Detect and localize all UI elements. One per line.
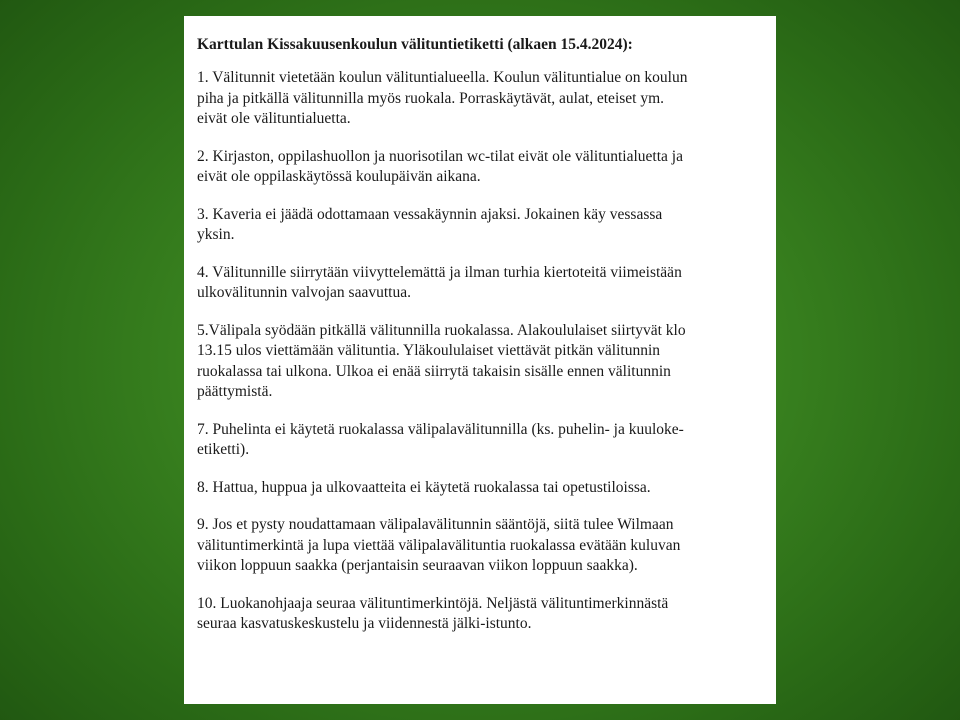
rule-line: 8. Hattua, huppua ja ulkovaatteita ei käytetä ruokalassa tai opetustiloissa.	[197, 478, 651, 496]
rule-item	[197, 205, 762, 246]
rule-line: yksin.	[197, 226, 235, 243]
rule-line: 5.Välipala syödään pitkällä välitunnilla ruokalassa. Alakoululaiset siirtyvät klo	[197, 321, 686, 339]
rule-line: 2. Kirjaston, oppilashuollon ja nuorisotilan wc-tilat eivät ole välituntialuetta ja	[197, 147, 683, 165]
rule-item	[197, 594, 762, 635]
rule-line: ruokalassa tai ulkona. Ulkoa ei enää siirrytä takaisin sisälle ennen välitunnin	[197, 362, 671, 380]
rule-line: päättymistä.	[197, 383, 273, 400]
rule-line: 4. Välitunnille siirrytään viivyttelemättä ja ilman turhia kiertoteitä viimeistään	[197, 263, 682, 281]
rule-line: eivät ole välituntialuetta.	[197, 110, 351, 127]
rule-line: seuraa kasvatuskeskustelu ja viidennestä jälki-istunto.	[197, 615, 532, 632]
rule-line: 9. Jos et pysty noudattamaan välipalavälitunnin sääntöjä, siitä tulee Wilmaan	[197, 516, 674, 533]
rule-line: piha ja pitkällä välitunnilla myös ruokala. Porraskäytävät, aulat, eteiset ym.	[197, 89, 665, 107]
rule-item	[197, 321, 762, 403]
rule-line: 3. Kaveria ei jäädä odottamaan vessakäynnin ajaksi. Jokainen käy vessassa	[197, 205, 663, 223]
rule-line: 7. Puhelinta ei käytetä ruokalassa välipalavälitunnilla (ks. puhelin- ja kuuloke-	[197, 420, 684, 438]
rule-line: välituntimerkintä ja lupa viettää välipalavälituntia ruokalassa evätään kuluvan	[197, 536, 681, 554]
rule-line: etiketti).	[197, 441, 250, 458]
rule-line: eivät ole oppilaskäytössä koulupäivän aikana.	[197, 168, 481, 185]
rule-line: ulkovälitunnin valvojan saavuttua.	[197, 284, 411, 301]
document-page	[184, 16, 776, 704]
rule-line: viikon loppuun saakka (perjantaisin seuraavan viikon loppuun saakka).	[197, 557, 638, 574]
rule-item	[197, 263, 762, 304]
rule-item	[197, 147, 762, 188]
document-title: Karttulan Kissakuusenkoulun välituntietiketti (alkaen 15.4.2024):	[197, 36, 633, 53]
rule-item	[197, 420, 762, 461]
rule-line: 13.15 ulos viettämään välituntia. Yläkoululaiset viettävät pitkän välitunnin	[197, 342, 661, 359]
rule-line: 1. Välitunnit vietetään koulun välituntialueella. Koulun välituntialue on koulun	[197, 69, 688, 86]
rule-line: 10. Luokanohjaaja seuraa välituntimerkintöjä. Neljästä välituntimerkinnästä	[197, 594, 669, 612]
rule-item	[197, 68, 762, 130]
rule-item	[197, 515, 762, 577]
rule-item	[197, 478, 762, 499]
